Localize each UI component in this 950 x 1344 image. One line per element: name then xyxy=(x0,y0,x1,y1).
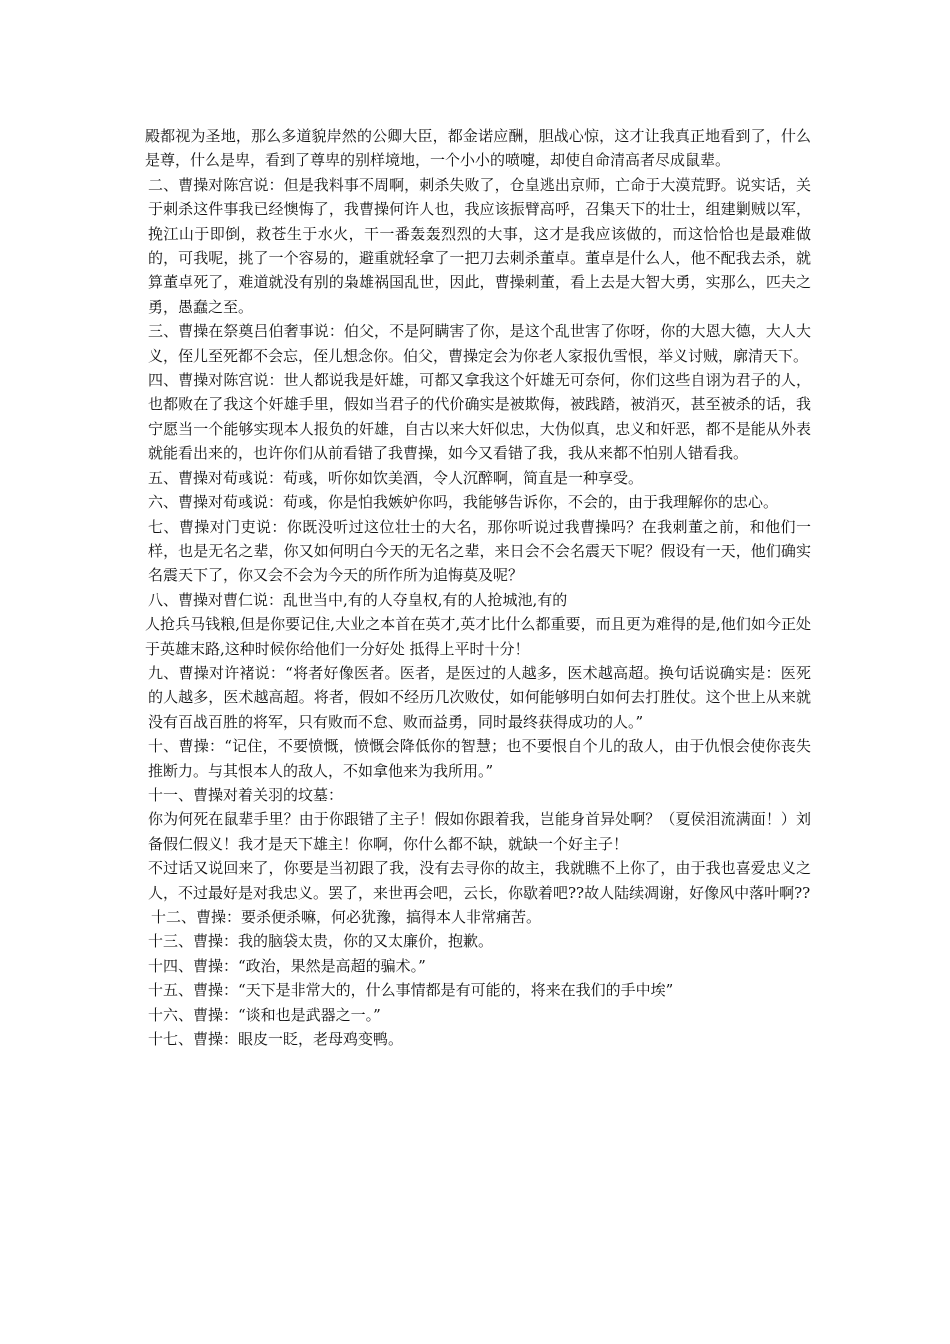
paragraph-quote-8-continued: 人抢兵马钱粮,但是你要记住,大业之本首在英才,英才比什么都重要，而且更为难得的是,他们如今正处于英雄末路,这种时候你给他们一分好处 抵得上平时十分！ xyxy=(145,615,811,658)
paragraph-quote-7: 七、曹操对门吏说：你既没听过这位壮士的大名，那你听说过我曹操吗？在我刺董之前，和他们一样，也是无名之辈，你又如何明白今天的无名之辈，来日会不会名震天下呢？假设有一天，他们确实名震天下了，你又会不会为今天的所作所为追悔莫及呢？ xyxy=(148,517,811,585)
paragraph-quote-2: 二、曹操对陈宫说：但是我料事不周啊，刺杀失败了，仓皇逃出京师，亡命于大漠荒野。说实话，关于刺杀这件事我已经懊悔了，我曹操何许人也，我应该振臂高呼，召集天下的壮士，组建剿贼以军，挽江山于即倒，救苍生于水火，干一番轰轰烈烈的大事，这才是我应该做的，而这恰恰也是最难做的，可我呢，挑了一个容易的，避重就轻拿了一把刀去刺杀董卓。董卓是什么人，他不配我去杀，就算董卓死了，难道就没有别的枭雄祸国乱世，因此，曹操刺董，看上去是大智大勇，实那么，匹夫之勇，愚蠢之至。 xyxy=(148,175,811,316)
paragraph-quote-13: 十三、曹操：我的脑袋太贵，你的又太廉价，抱歉。 xyxy=(148,932,494,951)
paragraph-quote-11: 十一、曹操对着关羽的坟墓： xyxy=(148,785,344,804)
paragraph-quote-6: 六、曹操对荀彧说：荀彧，你是怕我嫉妒你吗，我能够告诉你，不会的，由于我理解你的忠心。 xyxy=(148,493,779,512)
paragraph-quote-12: 十二、曹操：要杀便杀嘛，何必犹豫，搞得本人非常痛苦。 xyxy=(151,908,542,926)
paragraph-quote-14: 十四、曹操：“政治，果然是高超的骗术。” xyxy=(148,956,426,975)
paragraph-quote-3: 三、曹操在祭奠吕伯奢事说：伯父，不是阿瞒害了你，是这个乱世害了你呀，你的大恩大德，大人大义，侄儿至死都不会忘，侄儿想念你。伯父，曹操定会为你老人家报仇雪恨，举义讨贼，廓清天下。 xyxy=(148,322,811,365)
paragraph-quote-4: 四、曹操对陈宫说：世人都说我是奸雄，可都又拿我这个奸雄无可奈何，你们这些自诩为君子的人，也都败在了我这个奸雄手里，假如当君子的代价确实是被欺侮，被践踏，被消灭，甚至被杀的话，我宁愿当一个能够实现本人报负的奸雄，自古以来大奸似忠，大伪似真，忠义和奸恶，都不是能从外表就能看出来的，也许你们从前看错了我曹操，如今又看错了我，我从来都不怕别人错看我。 xyxy=(148,371,811,463)
paragraph-quote-5: 五、曹操对荀彧说：荀彧，听你如饮美酒，令人沉醉啊，简直是一种享受。 xyxy=(148,468,644,487)
paragraph-quote-11-body-2: 不过话又说回来了，你要是当初跟了我，没有去寻你的故主，我就瞧不上你了，由于我也喜爱忠义之人，不过最好是对我忠义。罢了，来世再会吧，云长，你歇着吧??故人陆续凋谢，好像风中落叶啊?? xyxy=(148,859,811,902)
paragraph-quote-11-body: 你为何死在鼠辈手里？由于你跟错了主子！假如你跟着我，岂能身首异处啊？（夏侯泪流满面！）刘备假仁假义！我才是天下雄主！你啊，你什么都不缺，就缺一个好主子！ xyxy=(148,810,811,853)
paragraph-quote-9: 九、曹操对许褚说：“将者好像医者。医者，是医过的人越多，医术越高超。换句话说确实是：医死的人越多，医术越高超。将者，假如不经历几次败仗，如何能够明白如何去打胜仗。这个世上从来就没有百战百胜的将军，只有败而不怠、败而益勇，同时最终获得成功的人。” xyxy=(148,663,811,731)
document-body xyxy=(145,124,811,1051)
paragraph-quote-15: 十五、曹操：“天下是非常大的，什么事情都是有可能的，将来在我们的手中埃” xyxy=(148,981,674,1000)
paragraph-quote-17: 十七、曹操：眼皮一眨，老母鸡变鸭。 xyxy=(148,1030,404,1049)
paragraph-quote-10: 十、曹操：“记住，不要愤慨，愤慨会降低你的智慧；也不要恨自个儿的敌人，由于仇恨会使你丧失推断力。与其恨本人的敌人，不如拿他来为我所用。” xyxy=(148,737,811,780)
paragraph-continuation: 殿都视为圣地，那么多道貌岸然的公卿大臣，都金诺应酬，胆战心惊，这才让我真正地看到了，什么是尊，什么是卑，看到了尊卑的别样境地，一个小小的喷嚏，却使自命清高者尽成鼠辈。 xyxy=(145,127,811,170)
paragraph-quote-8: 八、曹操对曹仁说：乱世当中,有的人夺皇权,有的人抢城池,有的 xyxy=(148,590,568,609)
paragraph-quote-16: 十六、曹操：“谈和也是武器之一。” xyxy=(148,1005,381,1024)
